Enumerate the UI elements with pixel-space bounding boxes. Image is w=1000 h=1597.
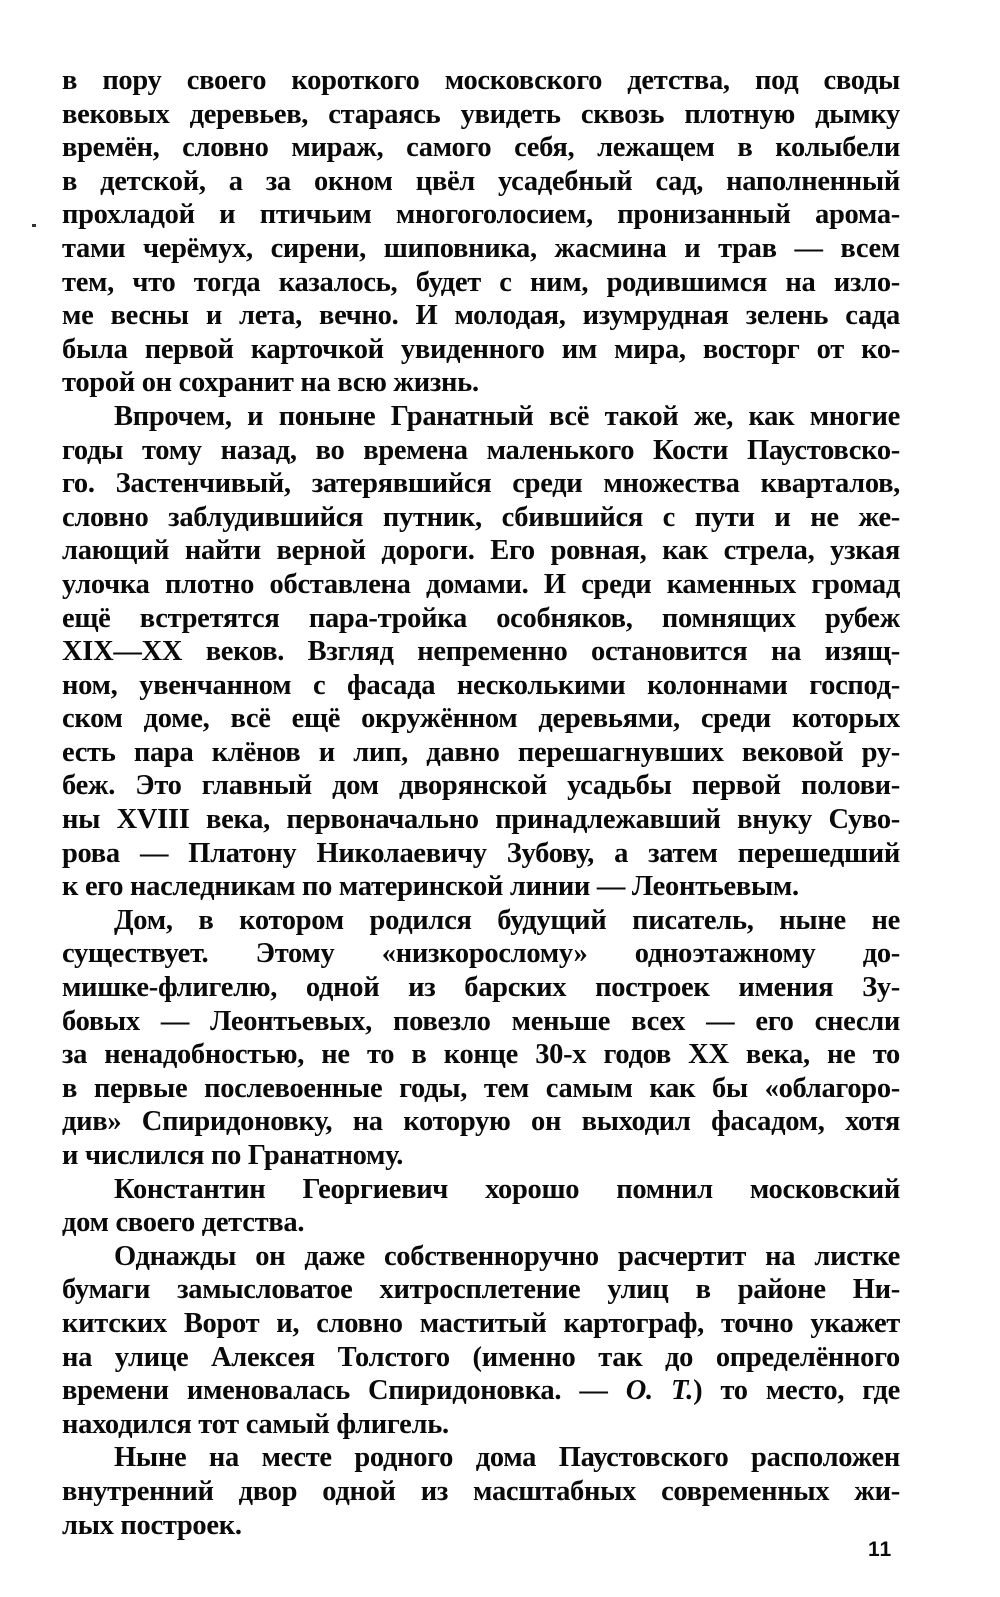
text-line: торой он сохранит на всю жизнь.	[62, 367, 479, 399]
text-line: в пору своего короткого московского детства, под своды	[62, 65, 900, 96]
text-line: бумаги замысловатое хитросплетение улиц в районе Ни-	[62, 1274, 900, 1306]
text-line: словно заблудившийся путник, сбившийся с пути и не же-	[62, 501, 900, 533]
text-line: ещё встретятся пара-тройка особняков, помнящих рубеж	[62, 602, 900, 634]
text-line: Дом, в котором родился будущий писатель, ныне не	[114, 904, 900, 936]
text-line: мишке-флигелю, одной из барских построек имения Зу-	[62, 972, 900, 1004]
text-line: времён, словно мираж, самого себя, лежащем в колыбели	[62, 132, 900, 164]
text-line-with-italic	[62, 1374, 900, 1408]
paragraph-5	[62, 1240, 900, 1442]
text-line: на улице Алексея Толстого (именно так до определённого	[62, 1341, 900, 1373]
paragraph-4	[62, 1173, 900, 1240]
paragraph-6	[62, 1441, 900, 1542]
text-line: ском доме, всё ещё окружённом деревьями, среди которых	[62, 703, 900, 735]
text-line: го. Застенчивый, затерявшийся среди множества кварталов,	[62, 468, 900, 500]
text-line: Константин Георгиевич хорошо помнил московский	[114, 1173, 900, 1205]
stray-mark	[32, 224, 36, 227]
text-line: XIX—XX веков. Взгляд непременно остановится на изящ-	[62, 636, 900, 668]
text-line: прохладой и птичьим многоголосием, пронизанный арома-	[62, 199, 900, 231]
text-line: и числился по Гранатному.	[62, 1140, 404, 1171]
text-line: находился тот самый флигель.	[62, 1408, 449, 1440]
text-line: бовых — Леонтьевых, повезло меньше всех — его снесли	[62, 1005, 900, 1037]
text-line: к его наследникам по материнской линии — Леонтьевым.	[62, 871, 799, 903]
text-line: улочка плотно обставлена домами. И среди каменных громад	[62, 568, 900, 600]
text-line: китских Ворот и, словно маститый картограф, точно укажет	[62, 1307, 900, 1339]
text-line: Впрочем, и поныне Гранатный всё такой же, как многие	[114, 400, 900, 432]
text-line: беж. Это главный дом дворянской усадьбы первой полови-	[62, 770, 900, 802]
paragraph-3	[62, 904, 900, 1173]
text-line: существует. Этому «низкорослому» одноэтажному до-	[62, 938, 900, 970]
paragraph-1	[62, 64, 900, 400]
text-line: тами черёмух, сирени, шиповника, жасмина и трав — всем	[62, 232, 900, 264]
paragraph-2	[62, 400, 900, 904]
text-line: Ныне на месте родного дома Паустовского расположен	[114, 1442, 900, 1474]
text-line: ном, увенчанном с фасада несколькими колоннами господ-	[62, 669, 900, 701]
author-initials: О. Т.	[625, 1375, 694, 1407]
text-line: ме весны и лета, вечно. И молодая, изумрудная зелень сада	[62, 300, 900, 332]
text-segment: времени именовалась Спиридоновка. —	[62, 1375, 626, 1407]
page-body	[62, 64, 900, 1542]
text-line: лающий найти верной дороги. Его ровная, как стрела, узкая	[62, 535, 900, 567]
text-line: дом своего детства.	[62, 1207, 305, 1239]
text-line: Однажды он даже собственноручно расчертит на листке	[114, 1240, 900, 1272]
text-line: есть пара клёнов и лип, давно перешагнувших вековой ру-	[62, 736, 900, 768]
text-line: тем, что тогда казалось, будет с ним, родившимся на изло-	[62, 266, 900, 298]
text-line: в детской, а за окном цвёл усадебный сад, наполненный	[62, 165, 900, 197]
text-line: ны XVIII века, первоначально принадлежавший внуку Суво-	[62, 804, 900, 836]
text-line: годы тому назад, во времена маленького Кости Паустовско-	[62, 434, 900, 466]
page-number: 11	[868, 1538, 893, 1561]
text-line: была первой карточкой увиденного им мира, восторг от ко-	[62, 333, 900, 365]
text-segment: ) то место, где	[693, 1375, 900, 1407]
text-line: див» Спиридоновку, на которую он выходил фасадом, хотя	[62, 1106, 900, 1138]
text-line: лых построек.	[62, 1509, 242, 1541]
text-line: вековых деревьев, стараясь увидеть сквозь плотную дымку	[62, 98, 900, 130]
text-line: за ненадобностью, не то в конце 30-х годов XX века, не то	[62, 1039, 900, 1071]
text-line: рова — Платону Николаевичу Зубову, а затем перешедший	[62, 837, 900, 869]
text-line: в первые послевоенные годы, тем самым как бы «облагоро-	[62, 1072, 900, 1104]
text-line: внутренний двор одной из масштабных современных жи-	[62, 1475, 900, 1507]
